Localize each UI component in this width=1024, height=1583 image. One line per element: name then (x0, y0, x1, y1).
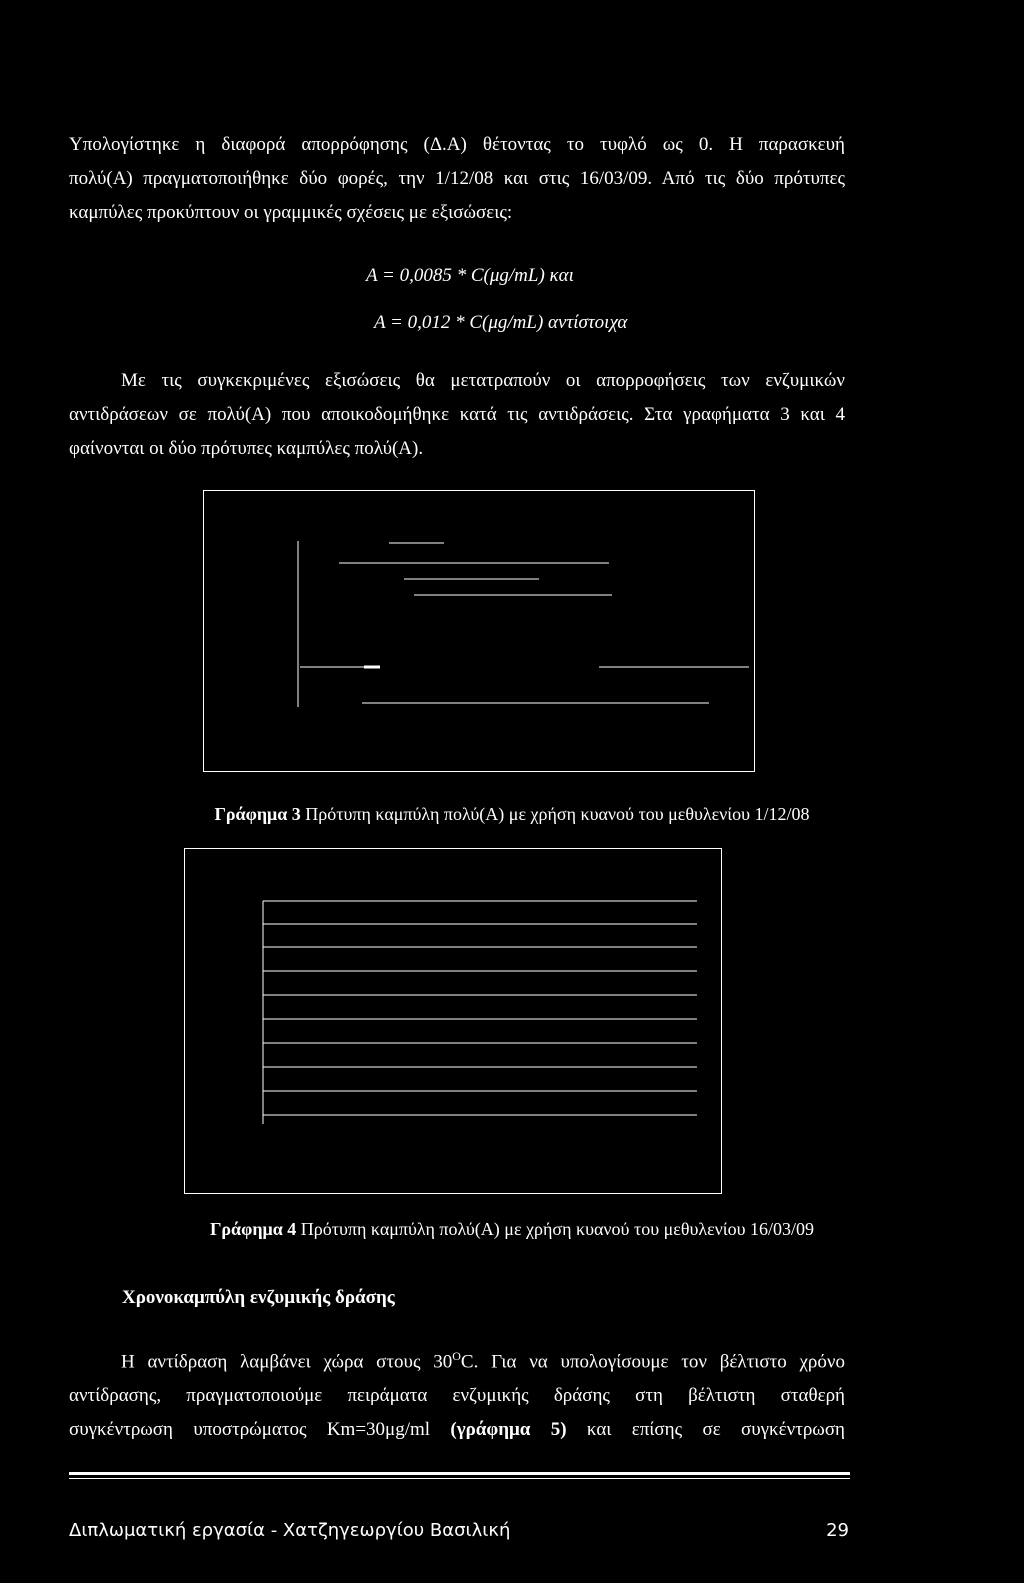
figure-4-caption-label: Γράφημα 4 (209, 1219, 297, 1239)
footer-title: Διπλωματική εργασία - Χατζηγεωργίου Βασιλική (69, 1520, 511, 1541)
intro-line-2: πολύ(Α) πραγματοποιήθηκε δύο φορές, την 1/12/08 και στις 16/03/09. Από τις δύο πρότυπες (69, 168, 845, 189)
conversion-paragraph (69, 364, 845, 466)
intro-line-1: Υπολογίστηκε η διαφορά απορρόφησης (Δ.Α) θέτοντας το τυφλό ως 0. Η παρασκευή (69, 134, 845, 155)
page-number: 29 (826, 1520, 849, 1541)
figure-3-chart (203, 490, 755, 772)
conversion-line-2: αντιδράσεων σε πολύ(Α) που αποικοδομήθηκε κατά τις αντιδράσεις. Στα γραφήματα 3 και 4 (69, 404, 845, 425)
body-line-1-b: C. Για να υπολογίσουμε τον βέλτιστο χρόνο (460, 1351, 845, 1373)
conversion-line-3: φαίνονται οι δύο πρότυπες καμπύλες πολύ(Α). (69, 438, 424, 459)
body-line-1 (69, 1339, 845, 1379)
figure-3-lines (204, 491, 756, 773)
equation-1: A = 0,0085 * C(μg/mL) και (366, 265, 574, 286)
footer-rule-thin (69, 1478, 850, 1479)
figure-4-lines (185, 849, 723, 1195)
body-line-3-a: συγκέντρωση υποστρώματος Km=30μg/ml (69, 1419, 431, 1441)
figure-3-caption (0, 804, 1024, 825)
figure-3-caption-label: Γράφημα 3 (214, 804, 301, 824)
page-footer (69, 1520, 849, 1541)
body-line-1-sup: O (452, 1349, 461, 1363)
body-line-1-a: Η αντίδραση λαμβάνει χώρα στους 30 (121, 1351, 453, 1373)
body-line-2: αντίδρασης, πραγματοποιούμε πειράματα ενζυμικής δράσης στη βέλτιστη σταθερή (69, 1385, 845, 1407)
figure-4-caption-text: Πρότυπη καμπύλη πολύ(Α) με χρήση κυανού του μεθυλενίου 16/03/09 (296, 1219, 815, 1239)
intro-line-3: καμπύλες προκύπτουν οι γραμμικές σχέσεις με εξισώσεις: (69, 202, 513, 223)
body-line-3-bold: (γράφημα 5) (450, 1419, 567, 1441)
figure-3-caption-text: Πρότυπη καμπύλη πολύ(Α) με χρήση κυανού του μεθυλενίου 1/12/08 (300, 804, 810, 824)
figure-4-caption (0, 1219, 1024, 1240)
figure-4-chart (184, 848, 722, 1194)
body-line-3-b: και επίσης σε συγκέντρωση (586, 1419, 845, 1441)
body-paragraph (69, 1339, 845, 1447)
footer-rule-thick (69, 1472, 850, 1475)
equation-2: A = 0,012 * C(μg/mL) αντίστοιχα (374, 312, 628, 333)
conversion-line-1: Με τις συγκεκριμένες εξισώσεις θα μετατραπούν οι απορροφήσεις των ενζυμικών (121, 370, 845, 391)
body-line-3 (69, 1413, 845, 1447)
section-title: Χρονοκαμπύλη ενζυμικής δράσης (122, 1287, 395, 1308)
intro-paragraph (69, 128, 845, 230)
